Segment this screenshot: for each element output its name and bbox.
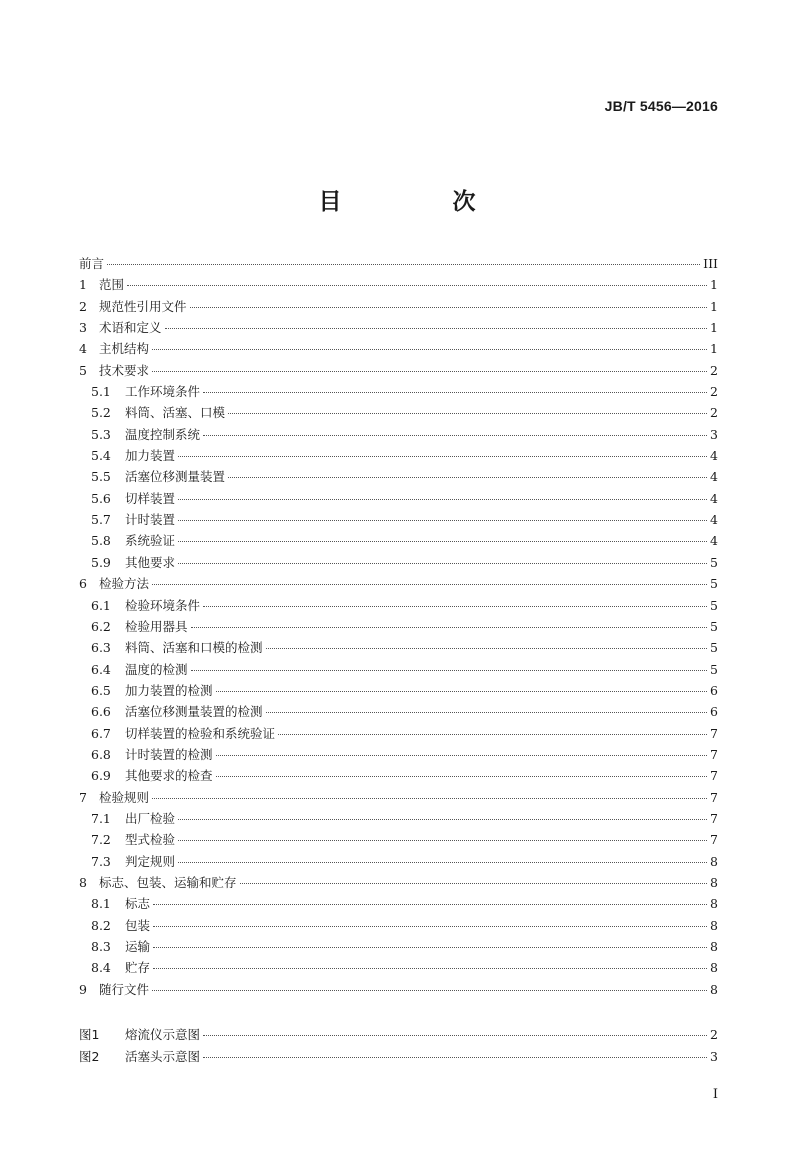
toc-entry[interactable] — [79, 445, 718, 466]
toc-entry[interactable] — [79, 317, 718, 338]
toc-entry-number: 3 — [79, 320, 87, 336]
toc-entry-label: 温度控制系统 — [125, 426, 201, 442]
figure-entry-label: 熔流仪示意图 — [125, 1027, 201, 1042]
dot-leader — [152, 349, 707, 350]
toc-entry[interactable] — [79, 872, 718, 893]
toc-entry[interactable] — [79, 616, 718, 637]
toc-entry-page: 1 — [710, 320, 718, 336]
dot-leader — [152, 371, 707, 372]
toc-entry-label: 贮存 — [125, 960, 151, 976]
dot-leader — [178, 520, 707, 521]
dot-leader — [191, 627, 707, 628]
toc-entry[interactable] — [79, 787, 718, 808]
toc-entry[interactable] — [79, 381, 718, 402]
toc-entry-page: 2 — [710, 384, 718, 400]
toc-entry-page: III — [703, 256, 718, 271]
toc-entry-number: 8.4 — [91, 960, 111, 976]
toc-entry-page: 5 — [710, 640, 718, 656]
toc-entry-number: 5.3 — [91, 426, 111, 442]
toc-entry-number: 2 — [79, 298, 87, 314]
toc-entry-label: 技术要求 — [99, 362, 150, 378]
toc-entry-page: 3 — [710, 426, 718, 442]
toc-entry-label: 活塞位移测量装置的检测 — [125, 704, 263, 720]
toc-entry-number: 5.1 — [91, 384, 111, 400]
toc-entry[interactable] — [79, 701, 718, 722]
figure-entry-label: 活塞头示意图 — [125, 1048, 201, 1064]
toc-entry-label: 检验用器具 — [125, 618, 188, 634]
toc-entry-label: 随行文件 — [99, 981, 150, 997]
toc-entry-number: 5.2 — [91, 405, 111, 421]
dot-leader — [203, 606, 707, 607]
toc-entry-page: 4 — [710, 448, 718, 464]
toc-entry-number: 5.6 — [91, 490, 111, 506]
toc-entry-number: 6.2 — [91, 618, 111, 634]
toc-entry[interactable] — [79, 466, 718, 487]
dot-leader — [153, 947, 707, 948]
toc-entry-number: 6.9 — [91, 768, 111, 784]
toc-entry[interactable] — [79, 851, 718, 872]
dot-leader — [152, 990, 707, 991]
toc-entry-number: 6.6 — [91, 704, 111, 720]
footer-page-number: I — [712, 1087, 718, 1102]
toc-entry-label: 加力装置的检测 — [125, 682, 213, 698]
toc-entry-page: 8 — [710, 939, 718, 954]
toc-entry-number: 1 — [79, 277, 87, 293]
toc-entry-number: 5.5 — [91, 469, 111, 485]
page-title: 目 次 — [318, 189, 520, 215]
dot-leader — [278, 734, 707, 735]
toc-entry-number: 6.7 — [91, 725, 111, 741]
dot-leader — [203, 1035, 707, 1036]
toc-entry-page: 7 — [710, 746, 718, 762]
toc-entry-number: 7.3 — [91, 853, 111, 869]
dot-leader — [216, 755, 707, 756]
figure-entry-number: 图1 — [79, 1027, 100, 1042]
toc-entry-label: 系统验证 — [125, 533, 176, 549]
toc-entry[interactable] — [79, 424, 718, 445]
toc-entry-label: 检验规则 — [99, 789, 150, 805]
toc-entry-number: 6.8 — [91, 746, 111, 762]
toc-entry-label: 计时装置 — [125, 512, 176, 528]
toc-entry-label: 规范性引用文件 — [99, 298, 187, 314]
toc-entry-page: 1 — [710, 298, 718, 314]
dot-leader — [203, 435, 707, 436]
figure-entry-number: 图2 — [79, 1048, 100, 1064]
dot-leader — [152, 798, 707, 799]
dot-leader — [107, 264, 700, 265]
toc-entry-page: 6 — [710, 682, 718, 698]
toc-entry-number: 6.4 — [91, 661, 111, 677]
toc-entry[interactable] — [79, 402, 718, 423]
dot-leader — [178, 819, 707, 820]
dot-leader — [153, 926, 707, 927]
dot-leader — [152, 584, 707, 585]
dot-leader — [228, 477, 707, 478]
toc-entry[interactable] — [79, 659, 718, 680]
toc-entry-number: 7.2 — [91, 832, 111, 848]
toc-entry-label: 标志、包装、运输和贮存 — [99, 874, 237, 890]
toc-entry-number: 5 — [79, 362, 87, 378]
figure-entry[interactable] — [79, 1024, 718, 1046]
toc-entry[interactable] — [79, 765, 718, 786]
toc-entry-number: 7 — [79, 789, 87, 805]
toc-entry-label: 其他要求 — [125, 554, 176, 570]
toc-entry[interactable] — [79, 595, 718, 616]
toc-entry-page: 8 — [710, 853, 718, 869]
table-of-contents — [79, 253, 718, 1000]
toc-entry-label: 运输 — [125, 939, 151, 954]
toc-entry[interactable] — [79, 829, 718, 850]
toc-entry-label: 活塞位移测量装置 — [125, 469, 226, 485]
toc-entry-page: 4 — [710, 469, 718, 485]
toc-entry-page: 8 — [710, 960, 718, 976]
toc-entry-label: 型式检验 — [125, 832, 176, 848]
toc-entry-label: 料筒、活塞、口模 — [125, 405, 226, 421]
dot-leader — [216, 776, 707, 777]
toc-entry-number: 6.1 — [91, 597, 111, 613]
toc-entry-page: 5 — [710, 618, 718, 634]
toc-entry-number: 9 — [79, 981, 87, 997]
toc-entry-number: 8.2 — [91, 917, 111, 933]
toc-entry-page: 4 — [710, 512, 718, 528]
toc-entry-label: 包装 — [125, 917, 151, 933]
toc-entry-page: 5 — [710, 661, 718, 677]
toc-entry-page: 5 — [710, 576, 718, 592]
toc-entry-page: 8 — [710, 896, 718, 912]
toc-entry-page: 7 — [710, 789, 718, 805]
toc-entry-number: 5.7 — [91, 512, 111, 528]
dot-leader — [178, 840, 707, 841]
dot-leader — [178, 563, 707, 564]
toc-entry[interactable] — [79, 723, 718, 744]
toc-entry-number: 6.5 — [91, 682, 111, 698]
toc-entry-page: 5 — [710, 554, 718, 570]
dot-leader — [266, 712, 707, 713]
toc-entry-page: 8 — [710, 981, 718, 997]
toc-entry-number: 6 — [79, 576, 87, 592]
toc-entry-page: 1 — [710, 277, 718, 293]
toc-entry-page: 1 — [710, 341, 718, 357]
toc-entry-page: 7 — [710, 832, 718, 848]
toc-entry[interactable] — [79, 509, 718, 530]
toc-entry-number: 5.8 — [91, 533, 111, 549]
toc-entry[interactable] — [79, 680, 718, 701]
toc-entry-label: 出厂检验 — [125, 810, 176, 826]
toc-entry-label: 切样装置的检验和系统验证 — [125, 725, 276, 741]
dot-leader — [127, 285, 707, 286]
dot-leader — [178, 541, 707, 542]
dot-leader — [190, 307, 707, 308]
toc-entry[interactable] — [79, 360, 718, 381]
toc-entry[interactable] — [79, 338, 718, 359]
toc-entry-label: 工作环境条件 — [125, 384, 201, 400]
dot-leader — [178, 499, 707, 500]
toc-entry-label: 其他要求的检查 — [125, 768, 213, 784]
toc-entry-label: 术语和定义 — [99, 320, 162, 336]
dot-leader — [178, 456, 707, 457]
toc-entry-number: 6.3 — [91, 640, 111, 656]
toc-entry-number: 8 — [79, 874, 87, 890]
dot-leader — [266, 648, 707, 649]
figure-entry[interactable] — [79, 1046, 718, 1068]
toc-entry[interactable] — [79, 274, 718, 295]
toc-entry[interactable] — [79, 488, 718, 509]
figure-entry-page: 2 — [710, 1027, 718, 1042]
toc-entry-number: 8.3 — [91, 939, 111, 954]
toc-entry-number: 5.4 — [91, 448, 111, 464]
dot-leader — [165, 328, 707, 329]
toc-entry-page: 7 — [710, 768, 718, 784]
dot-leader — [203, 1057, 707, 1058]
dot-leader — [178, 862, 707, 863]
toc-entry-label: 主机结构 — [99, 341, 150, 357]
toc-entry-label: 计时装置的检测 — [125, 746, 213, 762]
toc-entry-page: 4 — [710, 490, 718, 506]
dot-leader — [240, 883, 707, 884]
dot-leader — [216, 691, 707, 692]
toc-entry-page: 2 — [710, 362, 718, 378]
toc-entry-page: 5 — [710, 597, 718, 613]
figure-list — [79, 1024, 718, 1067]
toc-entry[interactable] — [79, 637, 718, 658]
dot-leader — [153, 968, 707, 969]
toc-entry-page: 8 — [710, 917, 718, 933]
standard-code: JB/T 5456—2016 — [604, 98, 718, 114]
toc-entry-page: 7 — [710, 725, 718, 741]
dot-leader — [153, 904, 707, 905]
toc-entry-number: 7.1 — [91, 810, 111, 826]
toc-entry-label: 温度的检测 — [125, 661, 188, 677]
toc-entry[interactable] — [79, 979, 718, 1000]
toc-entry-label: 判定规则 — [125, 853, 176, 869]
toc-entry-label: 切样装置 — [125, 490, 176, 506]
toc-entry-label: 加力装置 — [125, 448, 176, 464]
dot-leader — [228, 413, 707, 414]
toc-entry-label: 前言 — [79, 256, 105, 271]
toc-entry-label: 检验方法 — [99, 576, 150, 592]
figure-entry-page: 3 — [710, 1048, 718, 1064]
toc-entry-label: 料筒、活塞和口模的检测 — [125, 640, 263, 656]
toc-entry[interactable] — [79, 530, 718, 551]
toc-entry[interactable] — [79, 893, 718, 914]
toc-entry-page: 8 — [710, 874, 718, 890]
dot-leader — [203, 392, 707, 393]
toc-entry[interactable] — [79, 957, 718, 978]
toc-entry[interactable] — [79, 744, 718, 765]
toc-entry[interactable] — [79, 573, 718, 594]
toc-entry[interactable] — [79, 808, 718, 829]
toc-entry[interactable] — [79, 253, 718, 274]
toc-entry-page: 4 — [710, 533, 718, 549]
toc-entry-page: 6 — [710, 704, 718, 720]
toc-entry-page: 2 — [710, 405, 718, 421]
toc-entry[interactable] — [79, 552, 718, 573]
toc-entry-label: 标志 — [125, 896, 151, 912]
dot-leader — [191, 670, 707, 671]
toc-entry[interactable] — [79, 936, 718, 957]
toc-entry-page: 7 — [710, 810, 718, 826]
toc-entry-number: 4 — [79, 341, 87, 357]
toc-entry[interactable] — [79, 296, 718, 317]
toc-entry-label: 检验环境条件 — [125, 597, 201, 613]
toc-entry-number: 8.1 — [91, 896, 111, 912]
toc-entry-label: 范围 — [99, 277, 125, 293]
toc-entry[interactable] — [79, 915, 718, 936]
toc-entry-number: 5.9 — [91, 554, 111, 570]
